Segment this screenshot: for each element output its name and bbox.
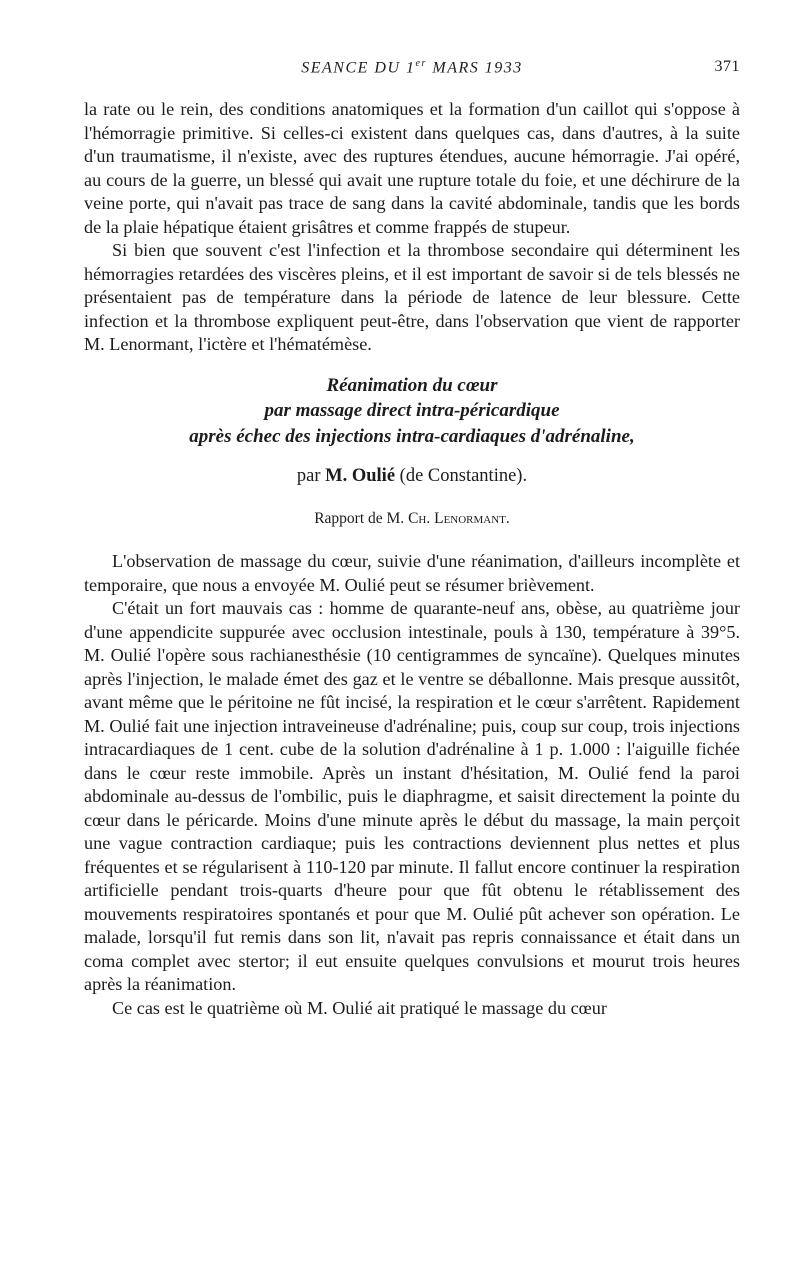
author-byline xyxy=(84,465,740,489)
running-title xyxy=(84,58,740,77)
report-name: Ch. Lenormant xyxy=(408,509,506,527)
body-paragraph: L'observation de massage du cœur, suivie d'une réanimation, d'ailleurs incomplète et temporaire, que nous a envoyée M. Oulié peut se résumer brièvement. xyxy=(84,551,740,595)
paragraphs-after-heading xyxy=(84,550,740,1020)
paragraphs-before-heading xyxy=(84,98,740,357)
body-text xyxy=(84,98,740,1020)
running-title-superscript: er xyxy=(415,58,427,69)
body-paragraph: C'était un fort mauvais cas : homme de quarante-neuf ans, obèse, au quatrième jour d'une appendicite suppurée avec occlusion intestinale, pouls à 130, température à 39°5. M. Oulié l'opère sous rachianesthésie (10 centigrammes de syncaïne). Quelques minutes après l'injection, le malade émet des gaz et le ventre se déballonne. Mais presque aussitôt, avant même que le péritoine ne fût incisé, la respiration et le cœur s'arrêtent. Rapidement M. Oulié fait une injection intraveineuse d'adrénaline; puis, coup sur coup, trois injections intracardiaques de 1 cent. cube de la solution d'adrénaline à 1 p. 1.000 : l'aiguille fichée dans le cœur reste immobile. Après un instant d'hésitation, M. Oulié fend la paroi abdominale au-dessus de l'ombilic, puis le diaphragme, et saisit directement la pointe du cœur dans le péricarde. Moins d'une minute après le début du massage, la main perçoit une vague contraction cardiaque; puis les contractions deviennent plus nettes et plus fréquentes et se régularisent à 110-120 par minute. Il fallut encore continuer la respiration artificielle pendant trois-quarts d'heure pour que fût obtenu le rétablissement des mouvements respiratoires spontanés et pour que M. Oulié pût achever son opération. Le malade, lorsqu'il fut remis dans son lit, n'avait pas repris connaissance et était dans un coma complet avec stertor; il eut ensuite quelques convulsions et mourut trois heures après la réanimation. xyxy=(84,598,740,994)
byline-prefix: par xyxy=(296,466,326,486)
heading-line-2: par massage direct intra-péricardique xyxy=(264,400,560,421)
heading-line-1: Réanimation du cœur xyxy=(326,374,498,396)
report-suffix: . xyxy=(505,509,510,527)
body-paragraph: Si bien que souvent c'est l'infection et la thrombose secondaire qui déterminent les hémorragies retardées des viscères pleins, et il est important de savoir si de tels blessés ne présentaient pas de température dans la période de latence de leur blessure. Cette infection et la thrombose expliquent peut-être, dans l'observation que vient de rapporter M. Lenormant, l'ictère et l'hématémèse. xyxy=(84,240,740,354)
article-heading xyxy=(84,373,740,450)
byline-suffix: (de Constantine). xyxy=(395,466,528,486)
running-header xyxy=(84,58,740,84)
report-line xyxy=(84,507,740,531)
body-paragraph: Ce cas est le quatrième où M. Oulié ait pratiqué le massage du cœur xyxy=(112,997,607,1018)
heading-line-3: après échec des injections intra-cardiaques d'adrénaline, xyxy=(189,425,635,447)
page-number: 371 xyxy=(714,58,740,75)
body-paragraph: la rate ou le rein, des conditions anatomiques et la formation d'un caillot qui s'oppose à l'hémorragie primitive. Si celles-ci existent dans quelques cas, dans d'autres, à la suite d'un traumatisme, il n'existe, avec des ruptures étendues, aucune hémorragie. J'ai opéré, au cours de la guerre, un blessé qui avait une rupture totale du foie, et une déchirure de la veine porte, qui n'avait pas trace de sang dans la cavité abdominale, tandis que les bords de la plaie hépatique étaient grisâtres et comme frappés de stupeur. xyxy=(84,99,740,237)
running-title-part1: SEANCE DU 1 xyxy=(301,59,416,77)
running-title-part2: MARS 1933 xyxy=(426,59,523,77)
byline-author: M. Oulié xyxy=(325,466,396,486)
report-prefix: Rapport de M. xyxy=(314,509,409,527)
